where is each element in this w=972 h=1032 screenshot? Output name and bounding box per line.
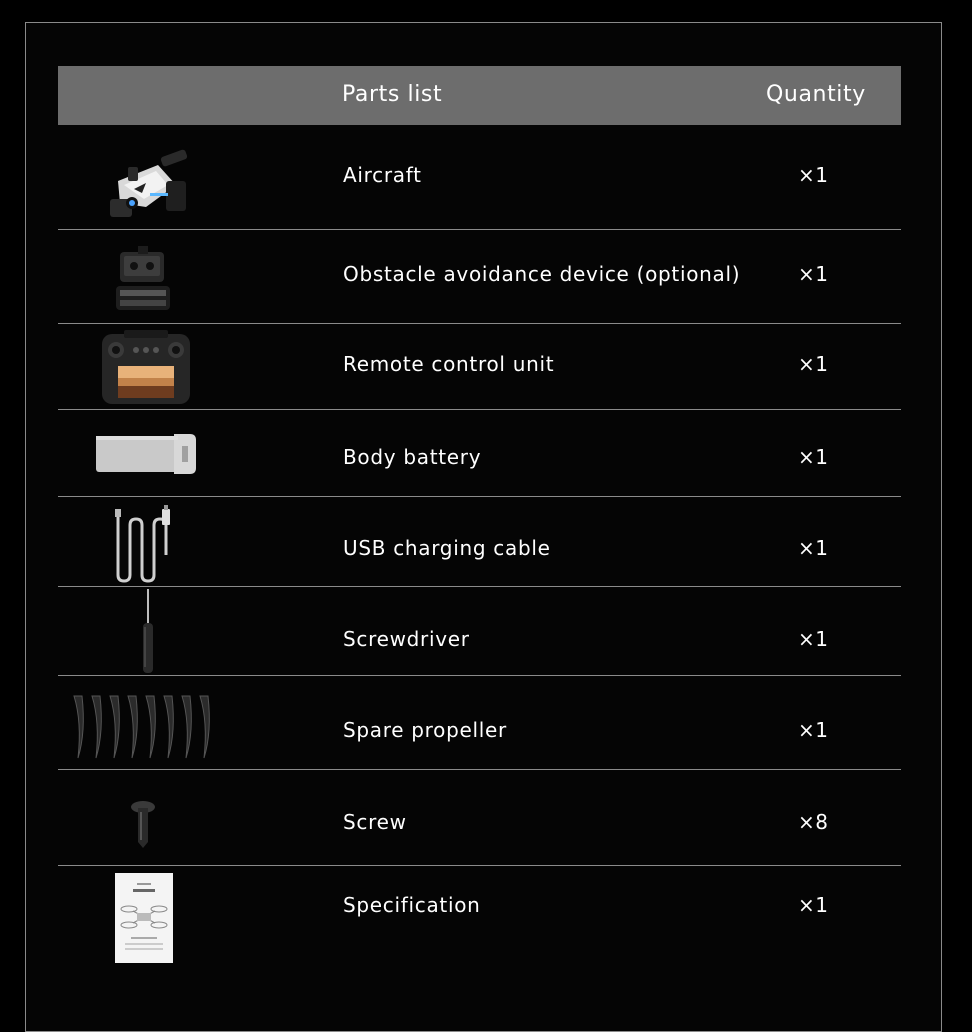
table-header — [58, 66, 901, 125]
part-name: USB charging cable — [343, 536, 551, 560]
remote-controller-icon — [100, 330, 192, 406]
part-quantity: ×8 — [798, 810, 829, 834]
part-name: Screw — [343, 810, 407, 834]
quantity-header: Quantity — [766, 82, 866, 107]
screwdriver-icon — [138, 589, 158, 675]
part-quantity: ×1 — [798, 718, 829, 742]
screw-icon — [130, 800, 156, 848]
drone-icon — [106, 145, 190, 225]
part-name: Spare propeller — [343, 718, 507, 742]
part-name: Specification — [343, 893, 481, 917]
table-row — [58, 676, 901, 770]
table-row — [58, 587, 901, 676]
part-name: Body battery — [343, 445, 482, 469]
obstacle-sensor-icon — [114, 244, 174, 314]
part-quantity: ×1 — [798, 536, 829, 560]
part-name: Aircraft — [343, 163, 422, 187]
part-name: Remote control unit — [343, 352, 555, 376]
part-quantity: ×1 — [798, 627, 829, 651]
propellers-icon — [70, 692, 220, 762]
part-name: Screwdriver — [343, 627, 470, 651]
part-quantity: ×1 — [798, 163, 829, 187]
part-name: Obstacle avoidance device (optional) — [343, 262, 741, 286]
table-row — [58, 230, 901, 324]
manual-icon — [115, 873, 175, 963]
table-row — [58, 324, 901, 410]
table-row — [58, 866, 901, 966]
table-row — [58, 125, 901, 230]
table-row — [58, 770, 901, 866]
part-quantity: ×1 — [798, 445, 829, 469]
table-row — [58, 497, 901, 587]
parts-list-header: Parts list — [342, 82, 443, 107]
part-quantity: ×1 — [798, 893, 829, 917]
part-quantity: ×1 — [798, 262, 829, 286]
usb-cable-icon — [108, 505, 178, 583]
table-row — [58, 410, 901, 497]
battery-icon — [94, 432, 198, 476]
part-quantity: ×1 — [798, 352, 829, 376]
